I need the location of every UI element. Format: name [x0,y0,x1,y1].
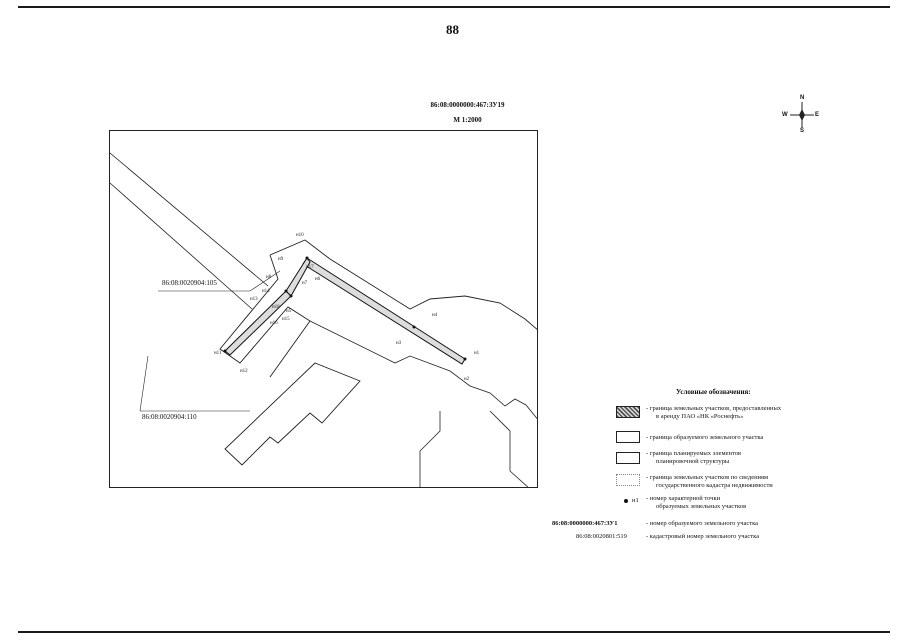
legend-text: государственного кадастра недвижимости [656,482,773,489]
point-label: н11 [214,351,222,356]
point-label: н13 [250,297,258,302]
point-label: н12 [240,369,248,374]
parcel-label-110: 86:08:0020904:110 [142,413,197,421]
point-label: н8 [266,275,272,280]
formed-parcel-joint [286,258,310,296]
legend-dotted-box-icon [616,474,640,486]
map-drawing [110,131,538,488]
map-frame [109,130,538,488]
building-block [225,363,360,465]
legend-box-icon [616,452,640,464]
page-number: 88 [446,22,459,37]
legend-hatched-box-icon [616,406,640,418]
legend-text: в аренду ПАО «НК «Роснефть» [656,413,744,420]
legend-text: - граница земельных участков, предоставленных [646,405,782,412]
legend-text: - кадастровый номер земельного участка [646,533,760,540]
point-label: н3 [396,341,402,346]
point-label: н5 [286,309,292,314]
point-label: н16 [270,321,278,326]
point-label: н17 [306,265,314,270]
legend-title: Условные обозначения: [676,388,751,396]
compass-w: W [782,112,788,118]
compass-n: N [800,95,805,101]
point-label: н2 [464,377,470,382]
legend-parcel-sample: 86:08:0000000:467:ЗУ1 [552,520,618,527]
point-label: н15 [282,317,290,322]
point-label: н9 [278,257,284,262]
leader-line-2 [140,356,250,411]
point-label: н1 [474,351,480,356]
characteristic-points [224,257,467,361]
point-label: н18 [272,305,280,310]
point-label: н4 [432,313,438,318]
formed-parcel-branch [225,291,291,355]
legend-text: - номер образуемого земельного участка [646,520,759,527]
point-label: н7 [302,281,308,286]
point-label: н6 [315,277,321,282]
compass-e: E [815,112,820,118]
point-label: н14 [262,289,270,294]
compass-rose-icon [782,96,822,136]
point-label: н10 [296,233,304,238]
legend-text: - граница планируемых элементов [646,450,742,457]
legend-point-icon [624,499,628,503]
legend-text: - номер характерной точки [646,495,721,502]
legend-point-sample: н1 [632,497,639,504]
bottom-rule [18,631,890,633]
legend-text: - граница земельных участков по сведениям [646,474,769,481]
legend-text: планировочной структуры [656,458,730,465]
legend-box-icon [616,431,640,443]
compass-s: S [800,128,805,134]
legend-cadastral-sample: 86:08:0020801:519 [576,533,627,540]
building-outline [420,411,440,488]
top-rule [18,6,890,8]
plot-title: 86:08:0000000:467:ЗУ19 [430,101,505,109]
formed-parcel-main [303,258,465,364]
legend-text: образуемых земельных участков [656,503,747,510]
plot-scale: М 1:2000 [453,116,482,124]
parcel-label-105: 86:08:0020904:105 [162,279,217,287]
legend-text: - граница образуемого земельного участка [646,434,764,441]
planned-boundary [270,240,538,488]
building-outline-2 [490,411,530,488]
